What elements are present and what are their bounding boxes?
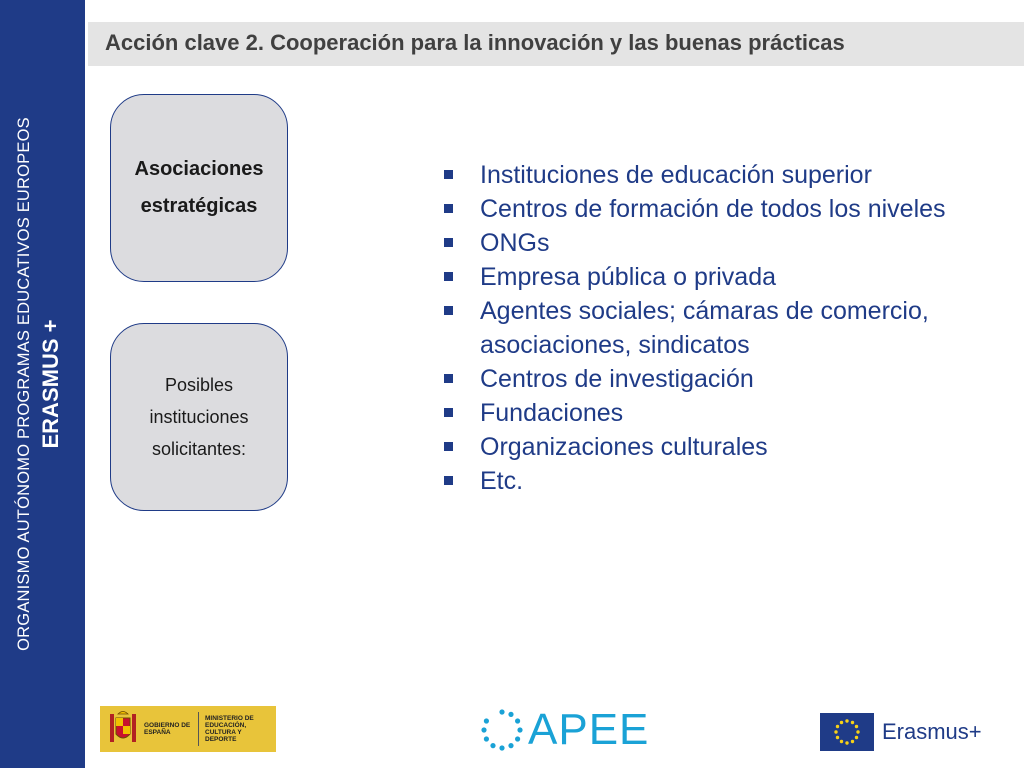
list-item [438,192,978,226]
program-name: ERASMUS + [38,319,63,449]
strategic-partnerships-label: Asociaciones estratégicas [134,158,264,217]
apee-logo [480,700,660,760]
spain-government-logo [100,706,276,752]
list-item-text: Centros de formación de todos los niveles [480,195,946,223]
bullet-icon [444,408,453,417]
title-bar [88,22,1024,66]
list-item [438,430,978,464]
apee-text: APEE [528,705,650,754]
erasmus-plus-logo [820,712,1020,752]
star-circle-icon [480,708,524,752]
strategic-partnerships-box [110,94,288,282]
list-item-text: ONGs [480,229,550,257]
list-item-text: Agentes sociales; cámaras de comercio, asociaciones, sindicatos [480,297,929,359]
list-item [438,464,978,498]
coat-of-arms-icon [108,710,138,748]
eu-flag-icon [820,713,874,751]
possible-applicants-box [110,323,288,511]
possible-applicants-label: Posibles instituciones solicitantes: [149,375,249,459]
bullet-icon [444,442,453,451]
bullet-icon [444,204,453,213]
list-item [438,362,978,396]
institutions-list [438,158,978,498]
page-title: Acción clave 2. Cooperación para la innovación y las buenas prácticas [105,30,845,55]
list-item [438,226,978,260]
bullet-icon [444,306,453,315]
bullet-icon [444,476,453,485]
bullet-icon [444,170,453,179]
list-item-text: Centros de investigación [480,365,754,393]
erasmus-plus-text: Erasmus+ [882,719,982,744]
divider [198,712,199,746]
ministry-text: MINISTERIO DE EDUCACIÓN, CULTURA Y DEPORTE [205,715,254,743]
list-item [438,260,978,294]
sidebar-band [0,0,85,768]
list-item [438,396,978,430]
list-item [438,294,978,362]
list-item-text: Organizaciones culturales [480,433,768,461]
bullet-icon [444,272,453,281]
list-item-text: Fundaciones [480,399,624,427]
bullet-icon [444,374,453,383]
list-item-text: Etc. [480,467,524,495]
government-text: GOBIERNO DE ESPAÑA [144,722,191,736]
sidebar-vertical-text [2,0,82,768]
list-item-text: Instituciones de educación superior [480,161,872,189]
organization-name: ORGANISMO AUTÓNOMO PROGRAMAS EDUCATIVOS EUROPEOS [15,117,33,651]
bullet-icon [444,238,453,247]
list-item-text: Empresa pública o privada [480,263,776,291]
list-item [438,158,978,192]
